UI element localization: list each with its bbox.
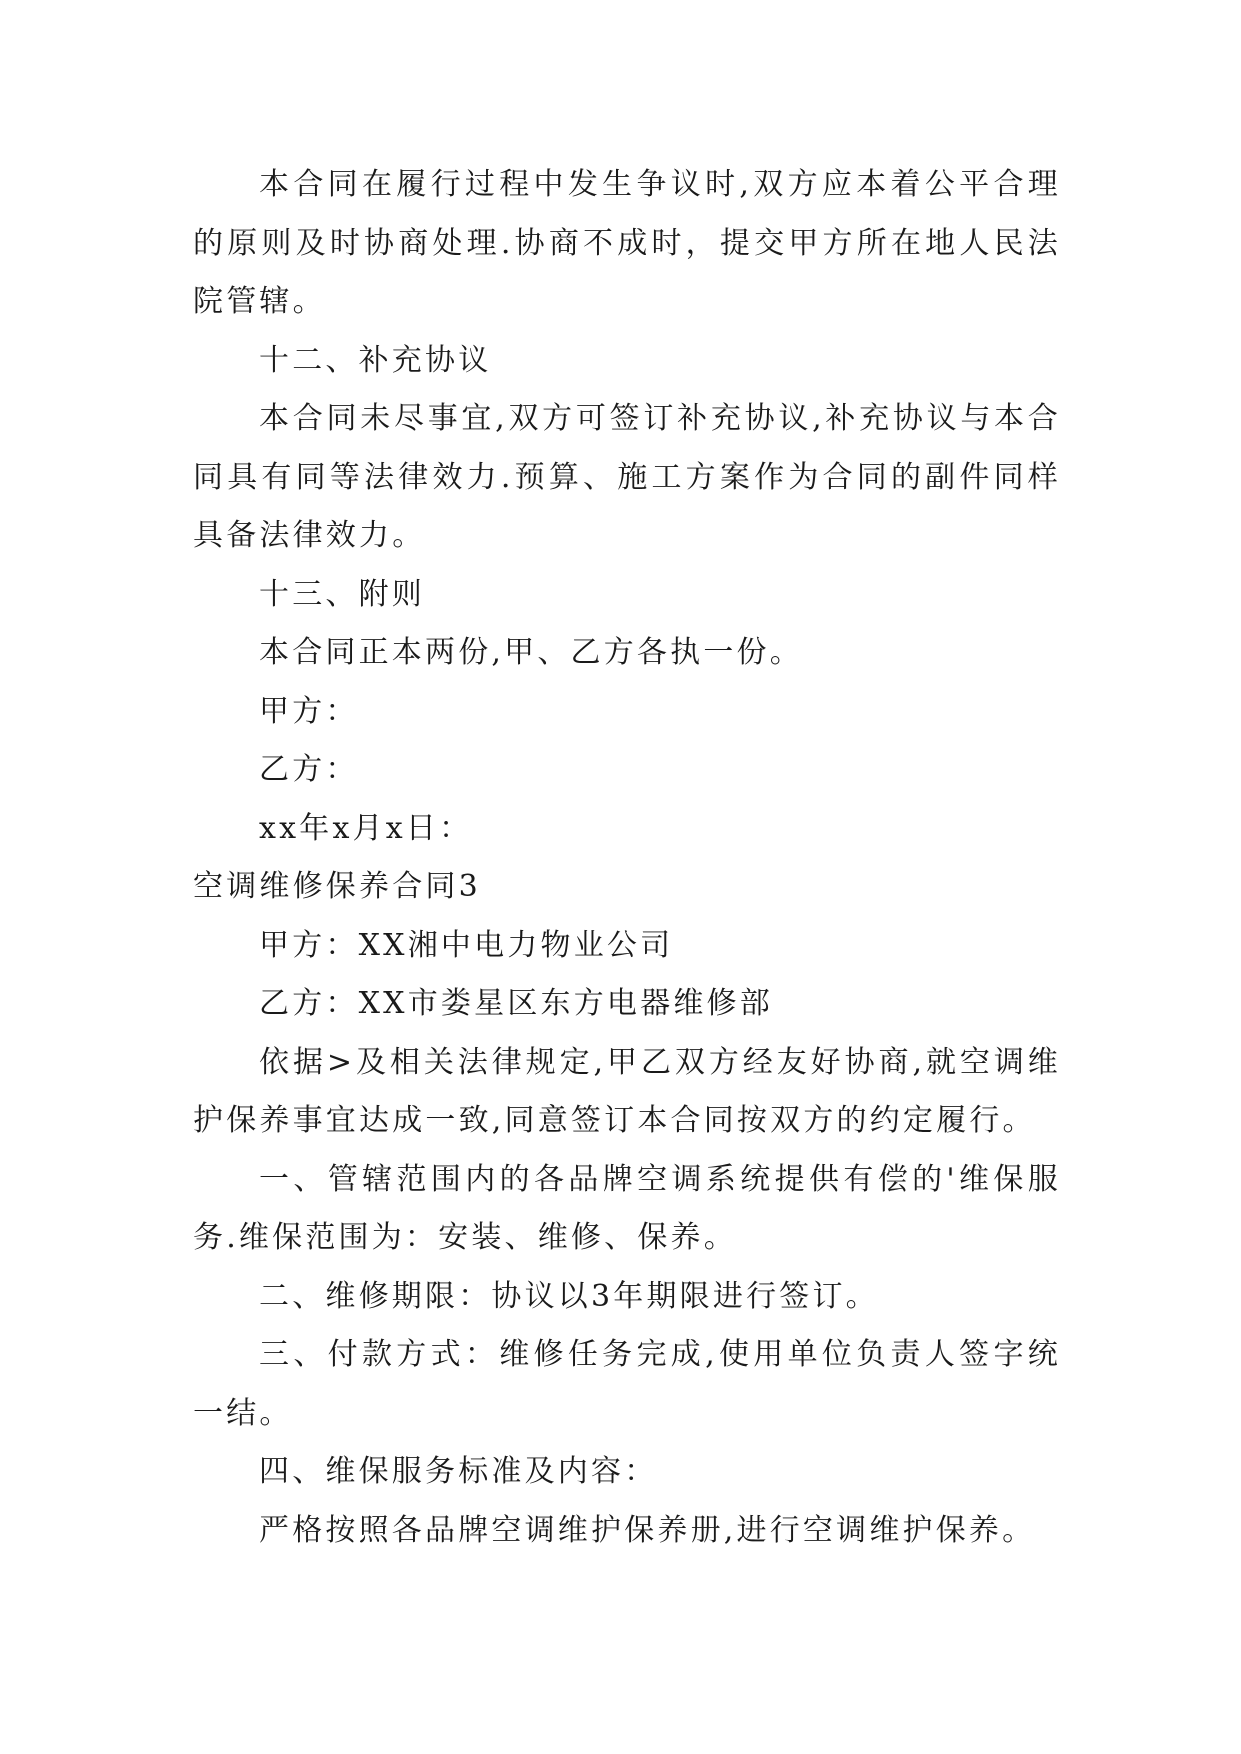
paragraph-supplementary-agreement: 本合同未尽事宜,双方可签订补充协议,补充协议与本合同具有同等法律效力.预算、施工方案作为合同的副件同样具备法律效力。 (193, 401, 1061, 553)
paragraph-dispute-resolution: 本合同在履行过程中发生争议时,双方应本着公平合理的原则及时协商处理.协商不成时，提交甲方所在地人民法院管辖。 (193, 167, 1061, 319)
clause-service-standards-heading: 四、维保服务标准及内容： (259, 1454, 658, 1489)
clause-term: 二、维修期限：协议以3年期限进行签订。 (259, 1278, 879, 1314)
clause-service-standards-content: 严格按照各品牌空调维护保养册,进行空调维护保养。 (259, 1512, 1036, 1548)
party-b-name: 乙方：XX市娄星区东方电器维修部 (259, 986, 773, 1021)
signature-party-b: 乙方： (259, 752, 359, 787)
paragraph-basis: 依据>及相关法律规定,甲乙双方经友好协商,就空调维护保养事宜达成一致,同意签订本合同按双方的约定履行。 (193, 1044, 1061, 1138)
paragraph-copies: 本合同正本两份,甲、乙方各执一份。 (259, 635, 803, 670)
signature-date: xx年x月x日： (259, 810, 473, 846)
contract-title: 空调维修保养合同3 (193, 869, 481, 904)
section-heading-supplementary-agreement: 十二、补充协议 (259, 342, 492, 378)
section-heading-supplementary-provisions: 十三、附则 (259, 576, 425, 612)
signature-party-a: 甲方： (259, 693, 359, 729)
document-body (193, 156, 1061, 1560)
clause-payment: 三、付款方式：维修任务完成,使用单位负责人签字统一结。 (193, 1337, 1061, 1431)
party-a-name: 甲方：XX湘中电力物业公司 (259, 927, 674, 963)
clause-scope: 一、管辖范围内的各品牌空调系统提供有偿的'维保服务.维保范围为：安装、维修、保养。 (193, 1161, 1061, 1255)
